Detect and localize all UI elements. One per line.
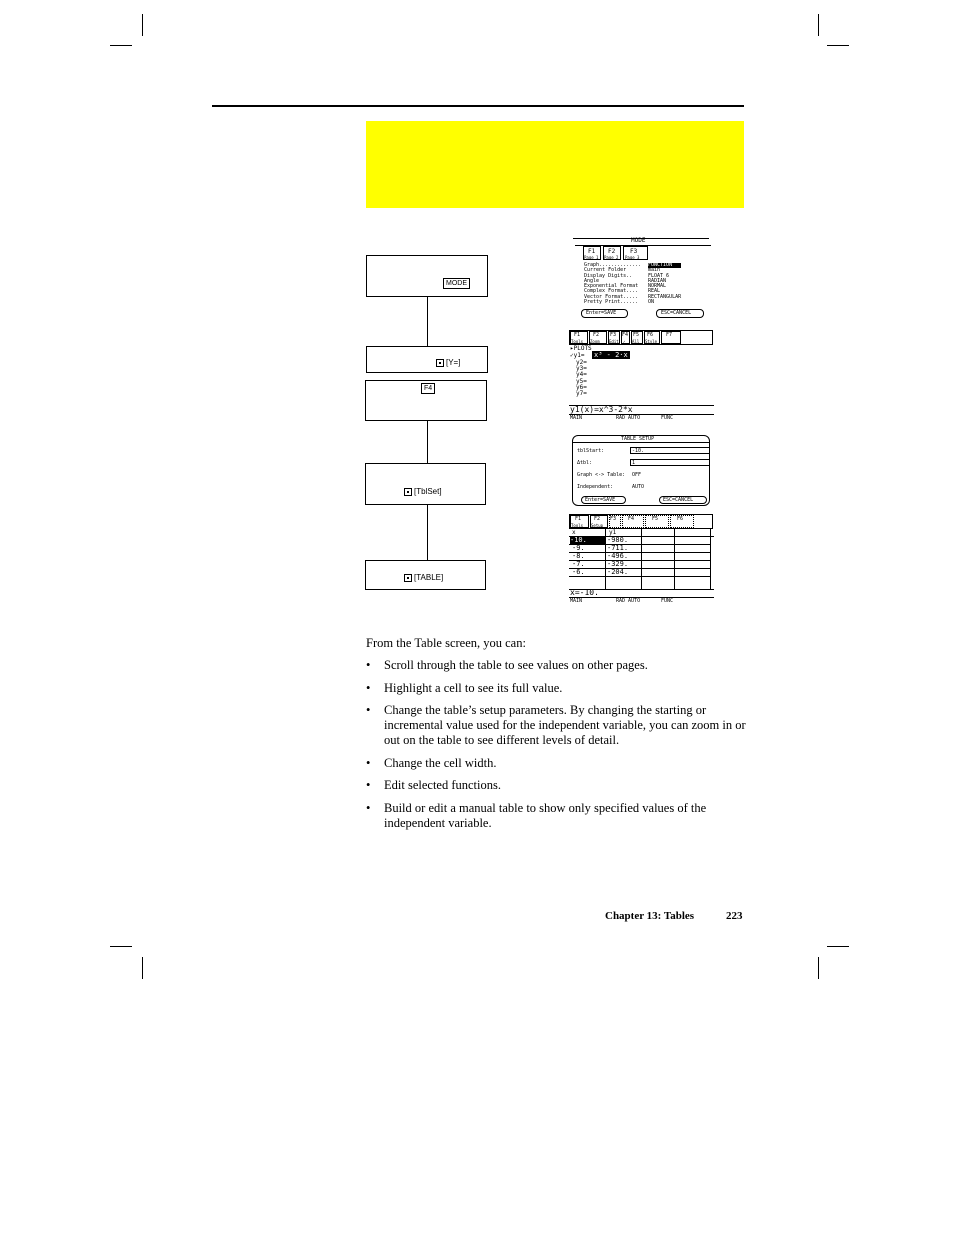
table-col-x: x xyxy=(572,529,576,536)
step-box-f4 xyxy=(365,380,487,421)
setup-title: TABLE SETUP xyxy=(621,436,655,442)
step-box-mode xyxy=(366,255,488,297)
bullet-icon: • xyxy=(366,756,371,770)
step-box-yeq xyxy=(366,346,488,373)
yeq-tab-f6[interactable]: F6 Style xyxy=(644,331,660,344)
bullet-icon: • xyxy=(366,703,371,717)
independent-select[interactable]: AUTO xyxy=(632,484,645,490)
crop-mark xyxy=(110,946,132,947)
mode-key: MODE xyxy=(443,278,470,289)
diamond-key-icon xyxy=(404,488,412,496)
table-entry-line[interactable]: x=-10. xyxy=(570,588,599,597)
bullet-item: Build or edit a manual table to show only specified values of the independent variable. xyxy=(384,801,707,830)
footer-chapter: Chapter 13: Tables xyxy=(605,910,695,922)
crop-mark xyxy=(142,14,143,36)
table-setup-screen: TABLE SETUP tblStart: -10. Δtbl: 1 Graph <-> Table: OFF Independent: AUTO Enter=SAVE ESC=CANCEL xyxy=(569,432,713,508)
mode-tab-f3[interactable]: F3 Page 3 xyxy=(623,246,648,260)
top-rule xyxy=(212,105,744,107)
yeq-tab-f7[interactable]: F7 xyxy=(661,331,681,344)
step-box-tblset xyxy=(365,463,486,505)
table-tab-f5[interactable]: F5 xyxy=(645,515,669,528)
tblstart-field[interactable]: -10. xyxy=(630,447,710,454)
mode-graph-value[interactable]: FUNCTION xyxy=(648,263,681,268)
highlight-banner xyxy=(366,121,744,208)
yeq-screen: F1 Tools F2 Zoom F3 Edit F4 ✓ F5 All F6 Style F7 ▸PLOTS ✓y1= x³ - 2·x y2= y3= y4= y5= y6= y7= y1(x)=x^3-2*x MAIN RAD AUTO FUNC xyxy=(569,330,714,422)
crop-mark xyxy=(818,957,819,979)
table-tab-f2[interactable]: F2 Setup xyxy=(590,515,608,528)
yeq-tab-f2[interactable]: F2 Zoom xyxy=(589,331,607,344)
yeq-plots: ▸PLOTS xyxy=(570,345,592,352)
bullet-item: Change the table’s setup parameters. By changing the starting or incremental value used for the independent variable, you can zoom in or out on the table to see different levels of detail. xyxy=(384,703,746,747)
diamond-key-icon xyxy=(436,359,444,367)
graph-table-select[interactable]: OFF xyxy=(632,472,642,478)
bullet-item: Edit selected functions. xyxy=(384,778,501,792)
bullet-item: Highlight a cell to see its full value. xyxy=(384,681,563,695)
yeq-entry-line[interactable]: y1(x)=x^3-2*x xyxy=(570,405,633,414)
step-box-table xyxy=(365,560,486,590)
f4-key: F4 xyxy=(421,383,435,394)
diamond-key-icon xyxy=(404,574,412,582)
table-tab-f6[interactable]: F6 xyxy=(670,515,694,528)
mode-title: MODE xyxy=(631,237,646,244)
flow-connector xyxy=(427,421,428,463)
table-tab-f4[interactable]: F4 xyxy=(622,515,644,528)
status-mode: RAD AUTO xyxy=(616,598,641,604)
bullet-icon: • xyxy=(366,681,371,695)
table-key: [TABLE] xyxy=(414,573,444,582)
table-cell-x-highlight[interactable]: -10. xyxy=(570,537,605,544)
yeq-y1-expression[interactable]: x³ - 2·x xyxy=(594,351,628,359)
table-screen: F1 Tools F2 Setup F3 F4 F5 F6 x y1 -10. -980. -9. -711. -8. -496. -7. -329. -6. -204. x=-10. MAIN RAD AUTO FUNC xyxy=(569,514,714,608)
mode-cancel-button[interactable]: ESC=CANCEL xyxy=(656,309,704,318)
bullet-icon: • xyxy=(366,778,371,792)
table-col-y1: y1 xyxy=(609,529,617,536)
status-graph: FUNC xyxy=(661,598,674,604)
table-tab-f1[interactable]: F1 Tools xyxy=(570,515,589,528)
mode-save-button[interactable]: Enter=SAVE xyxy=(581,309,628,318)
crop-mark xyxy=(827,946,849,947)
mode-tab-f1[interactable]: F1 Page 1 xyxy=(583,246,601,260)
deltatbl-field[interactable]: 1 xyxy=(630,459,710,466)
yeq-tab-f5[interactable]: F5 All xyxy=(631,331,643,344)
status-folder: MAIN xyxy=(570,415,583,421)
tblset-key: [TblSet] xyxy=(414,487,442,496)
bullet-item: Scroll through the table to see values on other pages. xyxy=(384,658,648,672)
flow-connector xyxy=(427,505,428,560)
yeq-y1-label: y1= xyxy=(573,352,585,359)
setup-cancel-button[interactable]: ESC=CANCEL xyxy=(659,496,707,504)
flow-connector xyxy=(427,297,428,346)
yeq-tab-f3[interactable]: F3 Edit xyxy=(609,332,619,344)
yeq-key: [Y=] xyxy=(446,358,461,367)
status-mode: RAD AUTO xyxy=(616,415,641,421)
yeq-tab-f4[interactable]: F4 ✓ xyxy=(622,332,629,344)
status-folder: MAIN xyxy=(570,598,583,604)
yeq-tab-f1[interactable]: F1 Tools xyxy=(570,331,588,344)
crop-mark xyxy=(818,14,819,36)
intro-text: From the Table screen, you can: xyxy=(366,636,526,650)
crop-mark xyxy=(827,45,849,46)
bullet-icon: • xyxy=(366,801,371,815)
status-graph: FUNC xyxy=(661,415,674,421)
table-tab-f3[interactable]: F3 xyxy=(609,515,621,528)
bullet-item: Change the cell width. xyxy=(384,756,497,770)
mode-screen: MODE F1 Page 1 F2 Page 2 F3 Page 3 Graph.............. Current Folder Display Digits.. Angle Exponential Format Complex Format.... Vector Format..... Pretty Print...... FUNCTION main FLOAT 6 RADIAN NORMAL REAL RECTANGULAR ON Enter=SAVE ESC=CANCEL xyxy=(569,236,713,322)
footer-page-number: 223 xyxy=(726,910,743,922)
crop-mark xyxy=(142,957,143,979)
crop-mark xyxy=(110,45,132,46)
bullet-icon: • xyxy=(366,658,371,672)
mode-tab-f2[interactable]: F2 Page 2 xyxy=(603,246,621,260)
setup-save-button[interactable]: Enter=SAVE xyxy=(581,496,626,504)
